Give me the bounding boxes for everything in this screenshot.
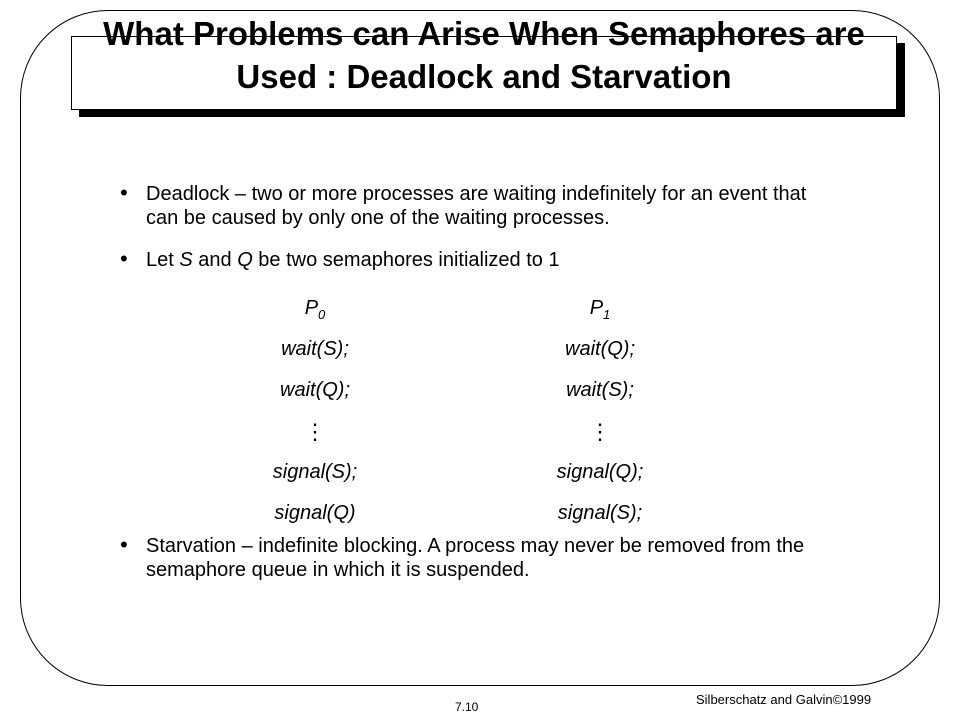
process-name: $P_1$ xyxy=(589,297,611,322)
code-line: wait(Q); xyxy=(565,338,635,360)
code-line: wait(S); xyxy=(281,338,349,360)
process-name: $P_0$ xyxy=(304,297,326,322)
bullet-list-2 xyxy=(120,534,840,582)
process-p1-column xyxy=(500,288,700,534)
code-line: signal(S); xyxy=(557,502,643,524)
code-line: signal(Q) xyxy=(274,502,356,524)
vertical-ellipsis: ⋮ xyxy=(589,419,611,444)
bullet-deadlock: • Deadlock – two or more processes are waiting indefinitely for an event that can be caused by only one of the waiting processes. xyxy=(120,182,840,230)
code-line: wait(Q); xyxy=(280,379,350,401)
code-line: wait(S); xyxy=(566,379,634,401)
footer-credit: Silberschatz and Galvin©1999 xyxy=(696,692,872,707)
process-p0-column xyxy=(215,288,415,534)
slide-title: What Problems can Arise When Semaphores are Used : Deadlock and Starvation xyxy=(103,15,865,95)
bullet-starvation: • Starvation – indefinite blocking. A process may never be removed from the semaphore queue in which it is suspended. xyxy=(120,534,840,582)
bullet-list xyxy=(120,182,840,272)
page-number: 7.10 xyxy=(455,700,479,714)
vertical-ellipsis: ⋮ xyxy=(304,419,326,444)
code-line: signal(Q); xyxy=(556,461,644,483)
code-line: signal(S); xyxy=(272,461,358,483)
bullet-semaphores: • Let S and Q be two semaphores initialized to 1 xyxy=(120,248,840,272)
